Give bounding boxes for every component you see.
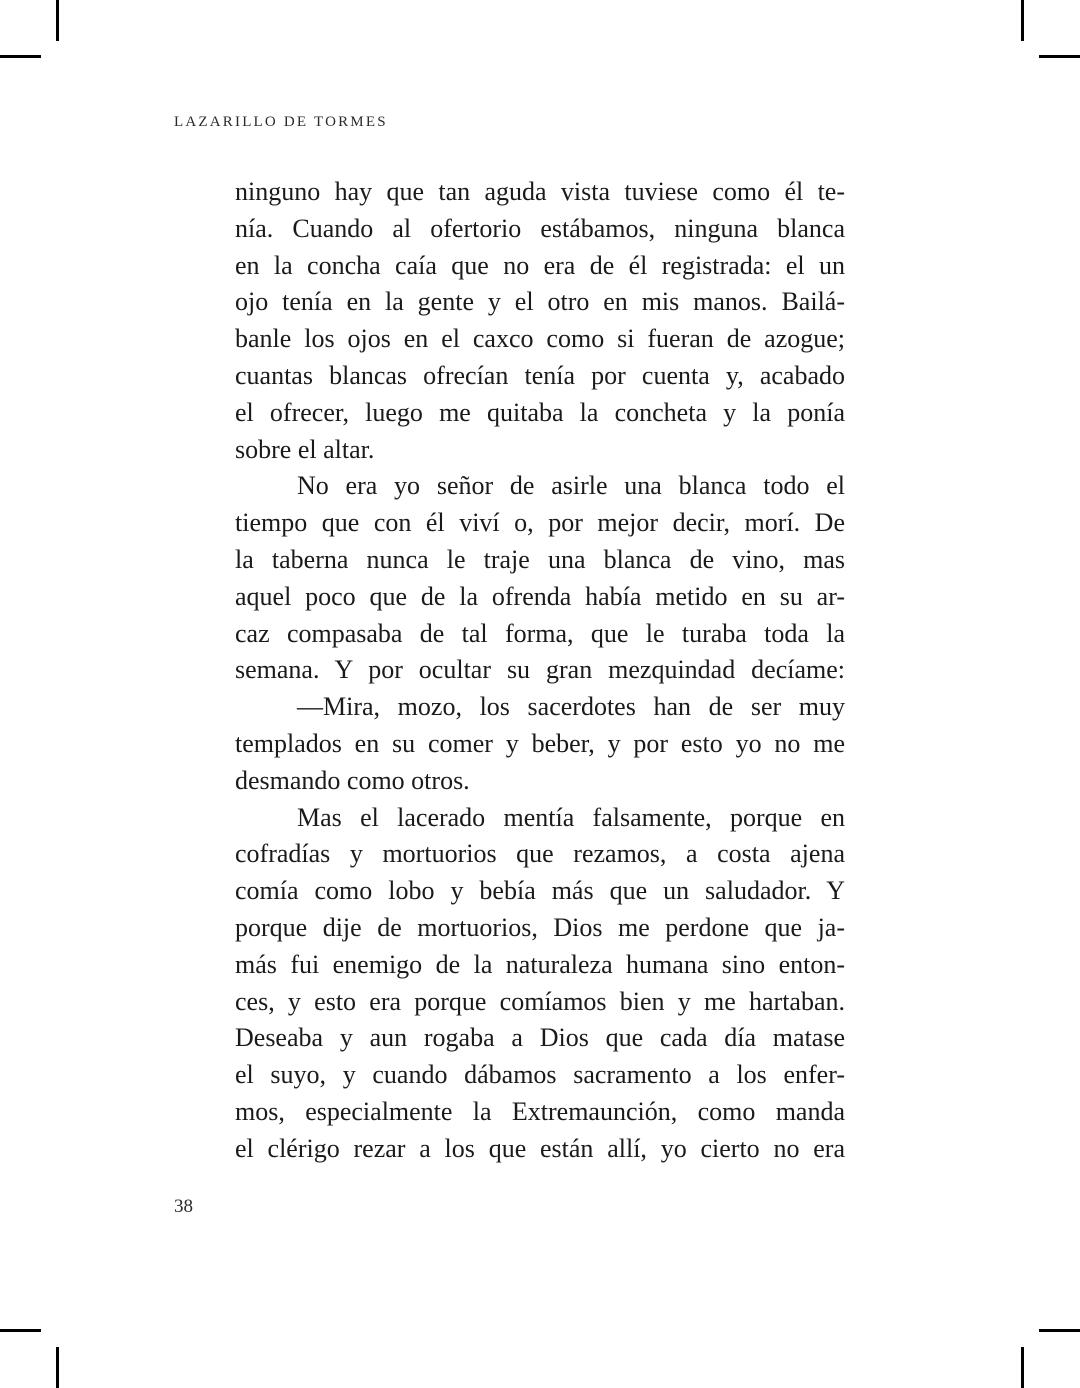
text-line: Mas el lacerado mentía falsamente, porque en bbox=[297, 802, 845, 832]
text-line: la taberna nunca le traje una blanca de vino, mas bbox=[235, 544, 845, 574]
text-line: el ofrecer, luego me quitaba la concheta y la ponía bbox=[235, 397, 845, 427]
text-line: aquel poco que de la ofrenda había metido en su ar- bbox=[235, 581, 845, 611]
text-line: nía. Cuando al ofertorio estábamos, ninguna blanca bbox=[235, 213, 845, 243]
text-line: Deseaba y aun rogaba a Dios que cada día matase bbox=[235, 1023, 845, 1053]
crop-mark-bottom-left-horizontal bbox=[0, 1329, 41, 1332]
crop-mark-top-left-vertical bbox=[56, 0, 59, 41]
text-line: comía como lobo y bebía más que un saludador. Y bbox=[235, 876, 845, 906]
text-line: cuantas blancas ofrecían tenía por cuenta y, acabado bbox=[235, 360, 845, 390]
text-line: ninguno hay que tan aguda vista tuviese como él te- bbox=[235, 177, 845, 206]
text-line: más fui enemigo de la naturaleza humana sino enton- bbox=[235, 949, 845, 979]
page-number: 38 bbox=[174, 1196, 193, 1217]
crop-mark-top-right-vertical bbox=[1021, 0, 1024, 41]
text-line: —Mira, mozo, los sacerdotes han de ser muy bbox=[297, 692, 845, 722]
crop-mark-top-right-horizontal bbox=[1039, 55, 1080, 58]
crop-mark-top-left-horizontal bbox=[0, 55, 41, 58]
text-line: sobre el altar. bbox=[235, 434, 375, 464]
text-line: ojo tenía en la gente y el otro en mis manos. Bailá- bbox=[235, 287, 845, 317]
text-line: semana. Y por ocultar su gran mezquindad decíame: bbox=[235, 655, 845, 685]
text-line: el clérigo rezar a los que están allí, yo cierto no era bbox=[235, 1133, 845, 1163]
text-line: porque dije de mortuorios, Dios me perdone que ja- bbox=[235, 912, 845, 942]
text-line: en la concha caía que no era de él registrada: el un bbox=[235, 250, 845, 280]
text-line: cofradías y mortuorios que rezamos, a costa ajena bbox=[235, 839, 845, 869]
body-text bbox=[235, 174, 845, 1168]
crop-mark-bottom-right-horizontal bbox=[1039, 1329, 1080, 1332]
text-line: el suyo, y cuando dábamos sacramento a los enfer- bbox=[235, 1060, 845, 1090]
text-line: caz compasaba de tal forma, que le turaba toda la bbox=[235, 618, 845, 648]
text-line: tiempo que con él viví o, por mejor decir, morí. De bbox=[235, 508, 845, 538]
crop-mark-bottom-left-vertical bbox=[56, 1347, 59, 1388]
text-line: No era yo señor de asirle una blanca todo el bbox=[297, 471, 845, 501]
text-line: banle los ojos en el caxco como si fueran de azogue; bbox=[235, 324, 845, 354]
text-line: desmando como otros. bbox=[235, 765, 470, 795]
text-line: templados en su comer y beber, y por esto yo no me bbox=[235, 728, 845, 758]
text-line: ces, y esto era porque comíamos bien y me hartaban. bbox=[235, 986, 845, 1016]
crop-mark-bottom-right-vertical bbox=[1021, 1347, 1024, 1388]
text-line: mos, especialmente la Extremaunción, como manda bbox=[235, 1096, 845, 1126]
running-head: LAZARILLO DE TORMES bbox=[174, 114, 388, 130]
